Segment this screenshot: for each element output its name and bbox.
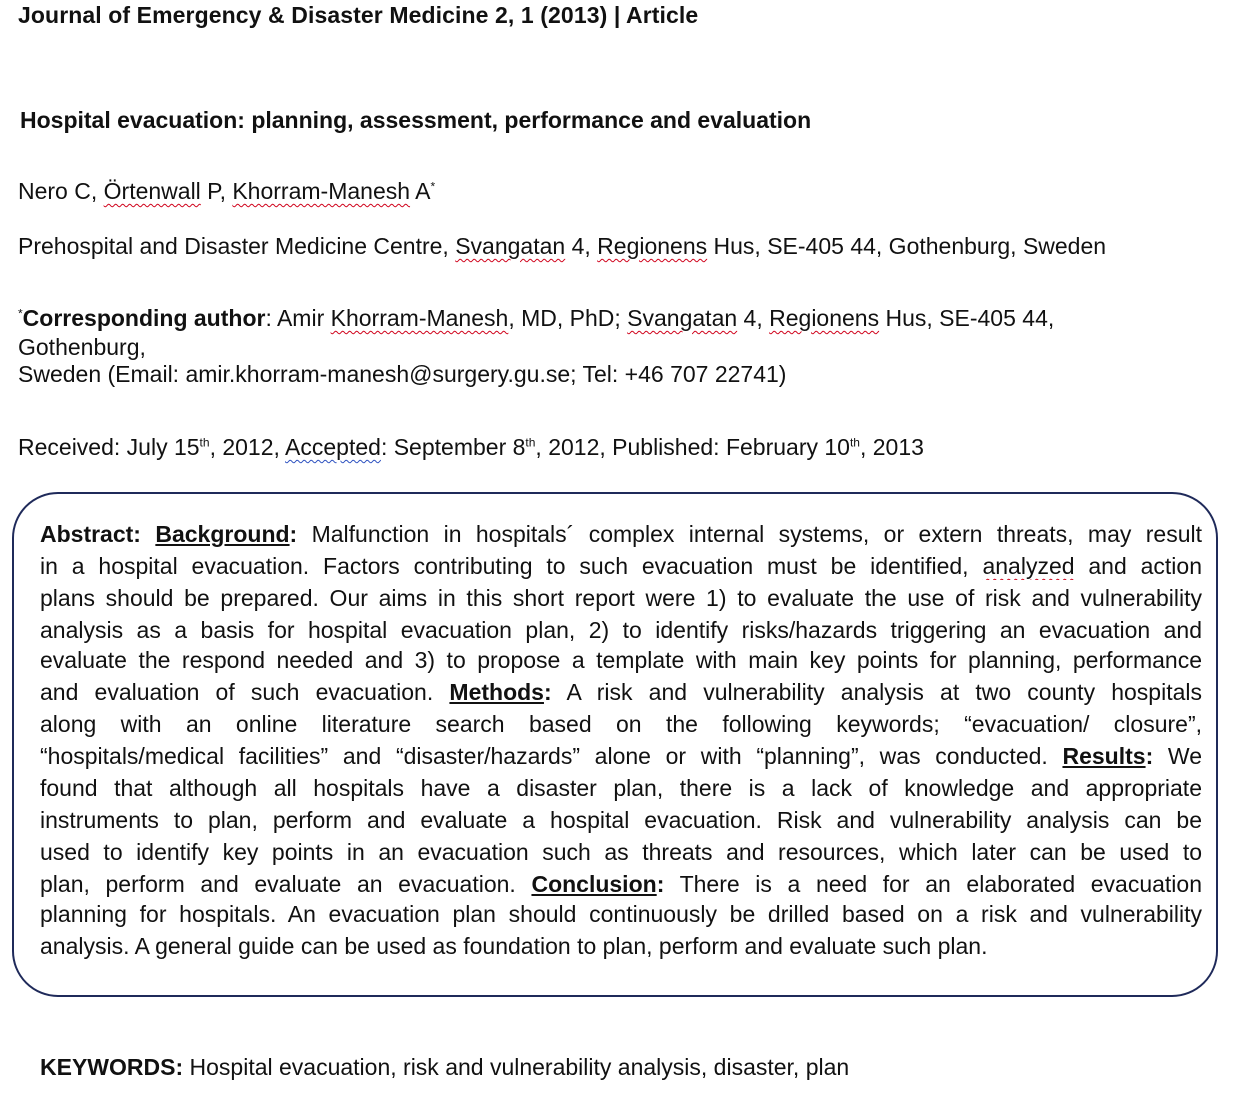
corresponding-mark: *: [18, 306, 23, 321]
corresponding-text: Hus, SE-405 44,: [879, 305, 1055, 331]
keywords: [40, 1054, 849, 1081]
corresponding-label: Corresponding author: [22, 305, 266, 331]
corresponding-text: 4,: [737, 305, 770, 331]
corresponding-contact: Sweden (Email: amir.khorram-manesh@surgery.gu.se; Tel: +46 707 22741): [18, 361, 787, 387]
date-text: , 2012,: [209, 434, 286, 460]
journal-header: Journal of Emergency & Disaster Medicine 2, 1 (2013) | Article: [18, 2, 699, 28]
abstract-line: instruments to plan, perform and evaluate a hospital evacuation. Risk and vulnerability analysis can be: [40, 807, 1202, 833]
abstract-line: [40, 521, 1202, 548]
publication-dates: [18, 434, 924, 461]
abstract-line: analysis. A general guide can be used as foundation to plan, perform and evaluate such plan.: [40, 933, 988, 959]
conclusion-heading: Conclusion: [531, 871, 657, 897]
abstract-text: analyzed: [982, 553, 1075, 579]
ordinal-suffix: th: [849, 435, 860, 450]
affiliation-text: Prehospital and Disaster Medicine Centre,: [18, 233, 456, 259]
author-name: Örtenwall: [103, 178, 201, 204]
abstract-text: A risk and vulnerability analysis at two county hospitals: [551, 679, 1202, 705]
heading-colon: :: [656, 871, 665, 897]
corresponding-street: Svangatan: [627, 305, 738, 331]
corresponding-mark: *: [430, 179, 436, 194]
abstract-line: found that although all hospitals have a disaster plan, there is a lack of knowledge and appropriate: [40, 775, 1202, 801]
abstract-line: along with an online literature search based on the following keywords; “evacuation/ closure”,: [40, 711, 1202, 737]
published-date: , 2012, Published: February 10: [535, 434, 850, 460]
abstract-label: Abstract:: [40, 521, 156, 547]
methods-heading: Methods: [449, 679, 544, 705]
abstract-line: [40, 679, 1202, 706]
abstract-text: Malfunction in hospitals´ complex internal systems, or extern threats, may result: [297, 521, 1202, 547]
accepted-date: : September 8: [380, 434, 526, 460]
abstract-text: and action: [1074, 553, 1202, 579]
affiliation-text: Hus, SE-405 44, Gothenburg, Sweden: [707, 233, 1107, 259]
author-text: A: [410, 178, 431, 204]
date-text: , 2013: [859, 434, 924, 460]
author-text: P,: [200, 178, 233, 204]
affiliation-building: Regionens: [597, 233, 708, 259]
abstract-line: [40, 743, 1202, 770]
affiliation: [18, 233, 1106, 260]
article-title: Hospital evacuation: planning, assessment, performance and evaluation: [20, 107, 812, 133]
keywords-text: Hospital evacuation, risk and vulnerability analysis, disaster, plan: [183, 1054, 850, 1080]
author-name: Khorram-Manesh: [232, 178, 411, 204]
heading-colon: :: [1145, 743, 1154, 769]
heading-colon: :: [289, 521, 298, 547]
ordinal-suffix: th: [199, 435, 210, 450]
abstract-line: used to identify key points in an evacuation such as threats and resources, which later can be used to: [40, 839, 1202, 865]
abstract-line: plans should be prepared. Our aims in this short report were 1) to evaluate the use of risk and vulnerability: [40, 585, 1202, 611]
abstract-text: and evaluation of such evacuation.: [40, 679, 450, 705]
abstract-text: There is a need for an elaborated evacuation: [664, 871, 1202, 897]
abstract-text: “hospitals/medical facilities” and “disaster/hazards” alone or with “planning”, was conducted.: [40, 743, 1063, 769]
corresponding-author-line: [18, 305, 1054, 332]
abstract-line: [40, 553, 1202, 580]
corresponding-text: , MD, PhD;: [508, 305, 628, 331]
heading-colon: :: [543, 679, 552, 705]
accepted-label: Accepted: [285, 434, 381, 460]
corresponding-building: Regionens: [769, 305, 880, 331]
corresponding-city: Gothenburg,: [18, 334, 146, 360]
abstract-line: analysis as a basis for hospital evacuation plan, 2) to identify risks/hazards triggering an evacuation and: [40, 617, 1202, 643]
author-list: [18, 178, 435, 205]
abstract-line: evaluate the respond needed and 3) to propose a template with main key points for planning, performance: [40, 647, 1202, 673]
results-heading: Results: [1062, 743, 1146, 769]
affiliation-street: Svangatan: [455, 233, 566, 259]
keywords-label: KEYWORDS:: [40, 1054, 184, 1080]
abstract-text: We: [1153, 743, 1202, 769]
author-text: Nero C,: [18, 178, 104, 204]
abstract-line: planning for hospitals. An evacuation plan should continuously be drilled based on a risk and vulnerability: [40, 901, 1202, 927]
abstract-line: [40, 871, 1202, 898]
corresponding-text: : Amir: [265, 305, 331, 331]
ordinal-suffix: th: [525, 435, 536, 450]
abstract-text: plan, perform and evaluate an evacuation.: [40, 871, 532, 897]
abstract-text: in a hospital evacuation. Factors contributing to such evacuation must be identified,: [40, 553, 983, 579]
corresponding-name: Khorram-Manesh: [330, 305, 509, 331]
background-heading: Background: [155, 521, 290, 547]
received-date: Received: July 15: [18, 434, 200, 460]
affiliation-text: 4,: [565, 233, 598, 259]
